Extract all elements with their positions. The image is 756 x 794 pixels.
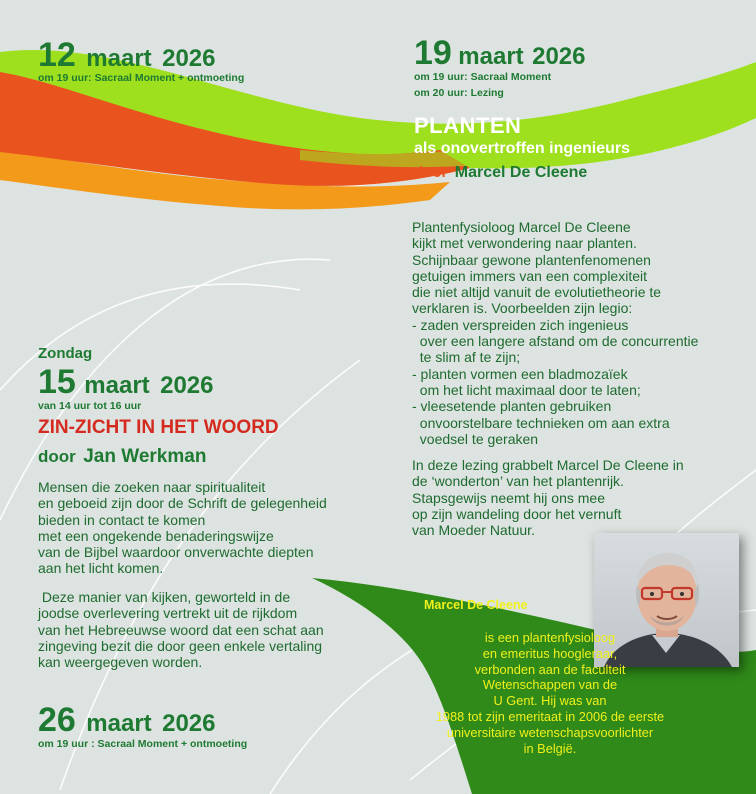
event3-date (38, 365, 214, 399)
event3-time: van 14 uur tot 16 uur (38, 400, 142, 412)
event3-description-2: Deze manier van kijken, geworteld in de joodse overlevering vertrekt uit de rijkdom van het Hebreeuwse woord dat een schat aan zingeving bezit die door geen enkele vertaling kan weergegeven worden. (38, 589, 324, 671)
event2-description: Plantenfysioloog Marcel De Cleene kijkt met verwondering naar planten. Schijnbaar gewone plantenfenomenen getuigen immers van een complexiteit die niet altijd vanuit de evolutietheorie te verklaren is. Voorbeelden zijn legio: - zaden verspreiden zich ingenieus over een langere afstand om de concurrentie te slim af te zijn; - planten vormen een bladmozaïek om het licht maximaal door te laten; - vleesetende planten gebruiken onvoorstelbare technieken om aan extra voedsel te geraken (412, 219, 699, 447)
event4-date (38, 703, 216, 737)
event2-subtitle: als onovertroffen ingenieurs (414, 140, 631, 157)
event2-year: 2026 (532, 43, 586, 70)
event3-month: maart (84, 372, 150, 399)
event2-byline (414, 164, 587, 182)
event1-date (38, 38, 216, 72)
event3-weekday: Zondag (38, 345, 93, 362)
event2-month: maart (458, 43, 524, 70)
event3-year: 2026 (160, 372, 214, 399)
event2-time-2: om 20 uur: Lezing (414, 87, 504, 99)
bio-text: is een plantenfysioloog en emeritus hoogleraar, verbonden aan de faculteit Wetenschappen van de U Gent. Hij was van 1988 tot zijn emeritaat in 2006 de eerste universitaire wetenschapsvoorlichter in België. (435, 630, 665, 756)
event1-month: maart (86, 45, 152, 72)
event3-day: 15 (38, 363, 76, 401)
event3-speaker: Jan Werkman (83, 446, 207, 467)
event1-day: 12 (38, 36, 76, 74)
event4-day: 26 (38, 701, 76, 739)
event3-title: ZIN-ZICHT IN HET WOORD (38, 417, 279, 438)
event2-time-1: om 19 uur: Sacraal Moment (414, 71, 552, 83)
event2-title: PLANTEN (414, 113, 522, 138)
event3-by-prefix: door (38, 447, 76, 466)
event4-year: 2026 (162, 710, 216, 737)
event1-time: om 19 uur: Sacraal Moment + ontmoeting (38, 72, 245, 84)
event3-byline (38, 446, 206, 468)
event4-time: om 19 uur : Sacraal Moment + ontmoeting (38, 738, 248, 750)
event2-by-prefix: door (414, 164, 448, 181)
event2-day: 19 (414, 34, 452, 72)
event2-description-2: In deze lezing grabbelt Marcel De Cleene in de ‘wonderton’ van het plantenrijk. Stapsgewijs neemt hij ons mee op zijn wandeling door het vernuft van Moeder Natuur. (412, 457, 684, 539)
event1-year: 2026 (162, 45, 216, 72)
event4-month: maart (86, 710, 152, 737)
event2-speaker: Marcel De Cleene (454, 164, 588, 181)
bio-name: Marcel De Cleene (424, 598, 528, 612)
event2-date (414, 36, 586, 70)
event3-description: Mensen die zoeken naar spiritualiteit en geboeid zijn door de Schrift de gelegenheid bieden in contact te komen met een ongekende benaderingswijze van de Bijbel waardoor onverwachte diepten aan het licht komen. (38, 479, 327, 577)
